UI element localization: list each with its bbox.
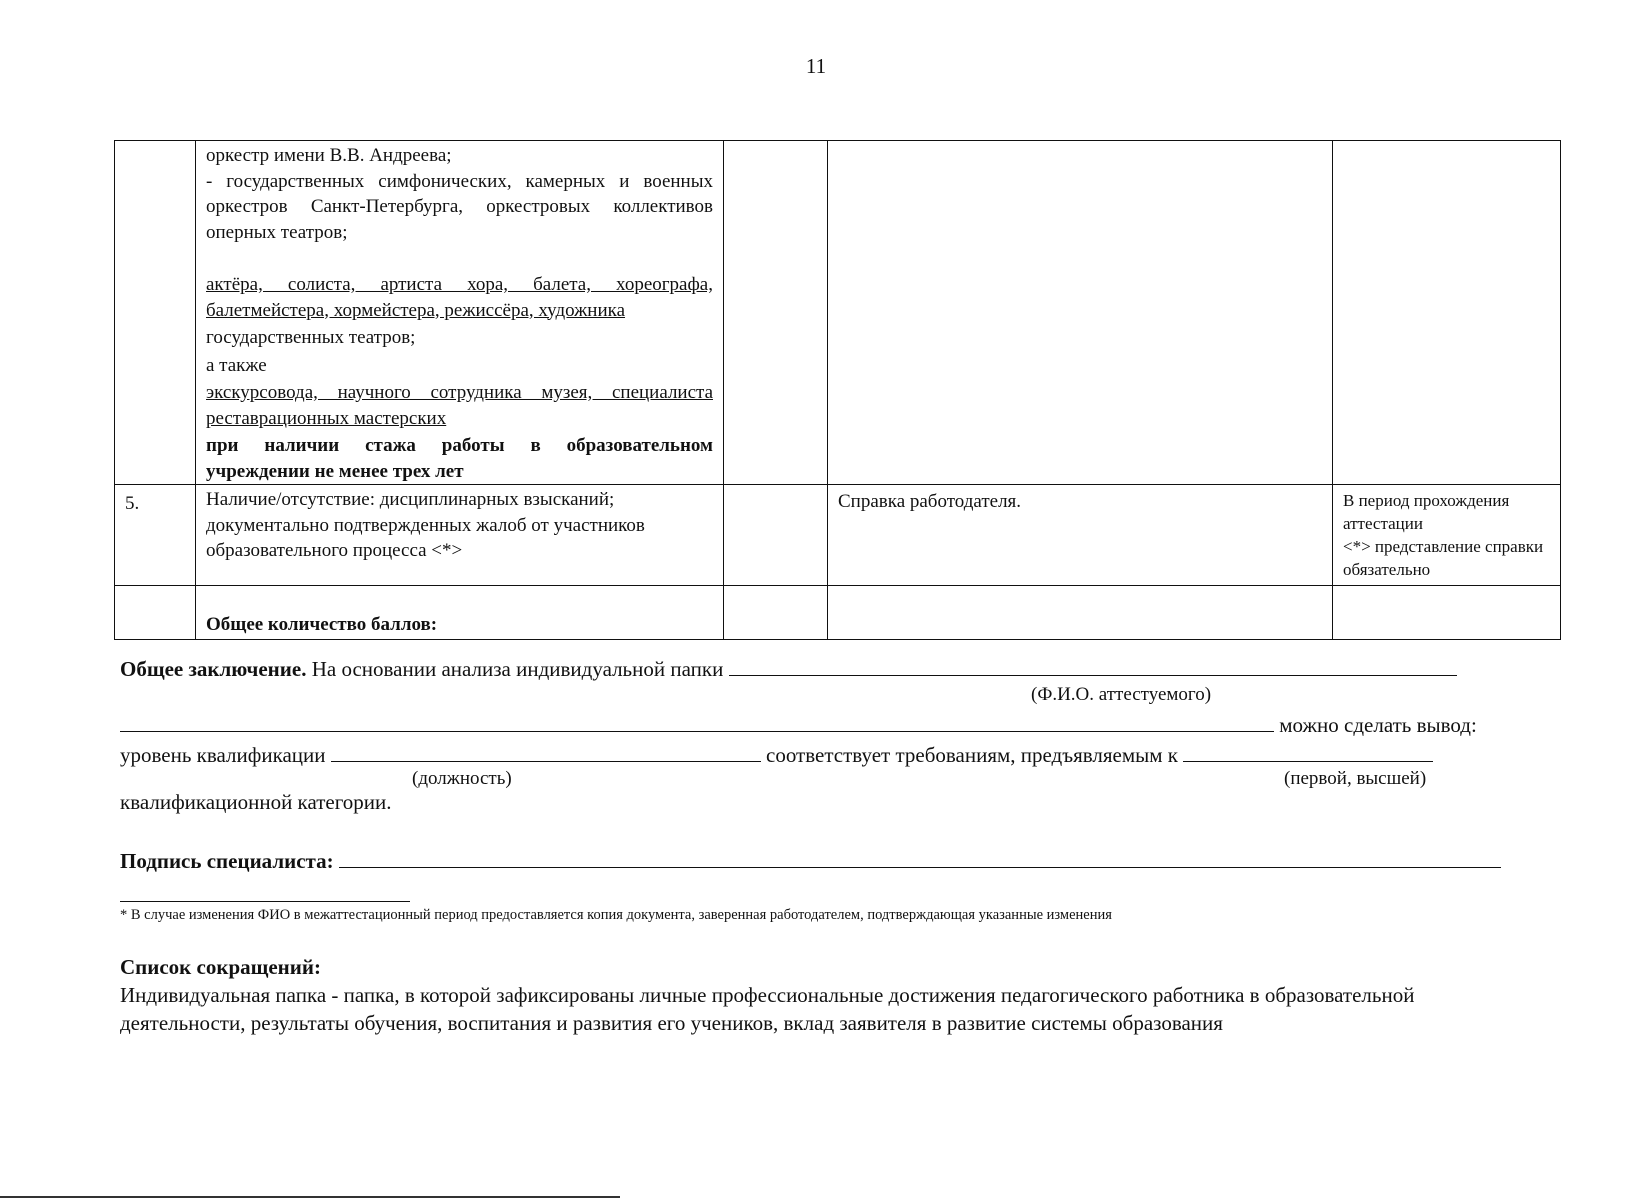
conclusion-text-1: На основании анализа индивидуальной папки: [311, 657, 724, 681]
criterion-text-plain: оркестр имени В.В. Андреева; - государственных симфонических, камерных и военных оркестров Санкт-Петербурга, оркестровых коллективов оперных театров;: [206, 145, 713, 243]
signature-blank[interactable]: [339, 847, 1501, 868]
scan-edge-line: [0, 1196, 620, 1198]
abbreviations-title: Список сокращений:: [120, 955, 321, 979]
abbreviations-text: Индивидуальная папка - папка, в которой зафиксированы личные профессиональные достижения педагогического работника в образовательной деятельности, результаты обучения, воспитания и развития его учеников, вклад заявителя в развитие системы образования: [120, 983, 1415, 1035]
cell-criterion-continued: [196, 141, 724, 485]
conclusion-line-3: [120, 741, 1540, 768]
table-row-continued: [115, 141, 1561, 485]
cell-total-score: [724, 586, 828, 640]
row-number: 5.: [125, 493, 140, 514]
fio-blank-continued[interactable]: [120, 711, 1274, 732]
note-period: В период прохождения аттестации: [1343, 491, 1510, 533]
conclusion-title: Общее заключение.: [120, 657, 307, 681]
category-blank[interactable]: [1183, 741, 1433, 762]
criteria-table: [114, 140, 1561, 640]
cell-document-empty: [828, 141, 1333, 485]
note-required: <*> представление справки обязательно: [1343, 537, 1544, 579]
cell-number-empty: [115, 586, 196, 640]
document-text: Справка работодателя.: [838, 491, 1022, 512]
criterion-text-museum: экскурсовода, научного сотрудника музея, специалиста реставрационных мастерских: [206, 382, 713, 429]
footnote-divider: [120, 901, 410, 902]
criterion-text: Наличие/отсутствие: дисциплинарных взысканий; документально подтвержденных жалоб от участников образовательного процесса <*>: [206, 489, 645, 561]
conclusion-line-2: [120, 711, 1540, 738]
cell-number-empty: [115, 141, 196, 485]
table-row-5: [115, 485, 1561, 586]
cell-total-document: [828, 586, 1333, 640]
table-row-total: [115, 586, 1561, 640]
signature-label: Подпись специалиста:: [120, 849, 334, 873]
cell-total-label: [196, 586, 724, 640]
criterion-text-condition: при наличии стажа работы в образовательном учреждении не менее трех лет: [206, 435, 713, 482]
position-blank[interactable]: [331, 741, 761, 762]
fio-blank[interactable]: [729, 655, 1457, 676]
footnote-text: * В случае изменения ФИО в межаттестационный период предоставляется копия документа, заверенная работодателем, подтверждающая указанные изменения: [120, 907, 1112, 923]
cell-score: [724, 485, 828, 586]
conclusion-text-2: можно сделать вывод:: [1279, 713, 1477, 737]
cell-number: [115, 485, 196, 586]
caption-category: (первой, высшей): [1284, 768, 1427, 789]
cell-total-note: [1333, 586, 1561, 640]
conclusion-text-4: соответствует требованиям, предъявляемым к: [766, 743, 1178, 767]
criterion-text-underlined: актёра, солиста, артиста хора, балета, хореографа, балетмейстера, хормейстера, режиссёра, художника: [206, 274, 713, 321]
cell-score-empty: [724, 141, 828, 485]
cell-note-empty: [1333, 141, 1561, 485]
caption-fio: (Ф.И.О. аттестуемого): [1031, 684, 1212, 705]
cell-document: [828, 485, 1333, 586]
total-label: Общее количество баллов:: [206, 614, 438, 635]
criterion-text-theatres: государственных театров;: [206, 327, 416, 348]
conclusion-text-3: уровень квалификации: [120, 743, 326, 767]
cell-note: [1333, 485, 1561, 586]
cell-criterion: [196, 485, 724, 586]
page-number: 11: [805, 54, 827, 78]
conclusion-line-1: [120, 655, 1540, 682]
criterion-text-also: а также: [206, 354, 267, 376]
conclusion-text-5: квалификационной категории.: [120, 790, 392, 814]
caption-position: (должность): [412, 768, 512, 789]
signature-line: [120, 847, 1540, 874]
